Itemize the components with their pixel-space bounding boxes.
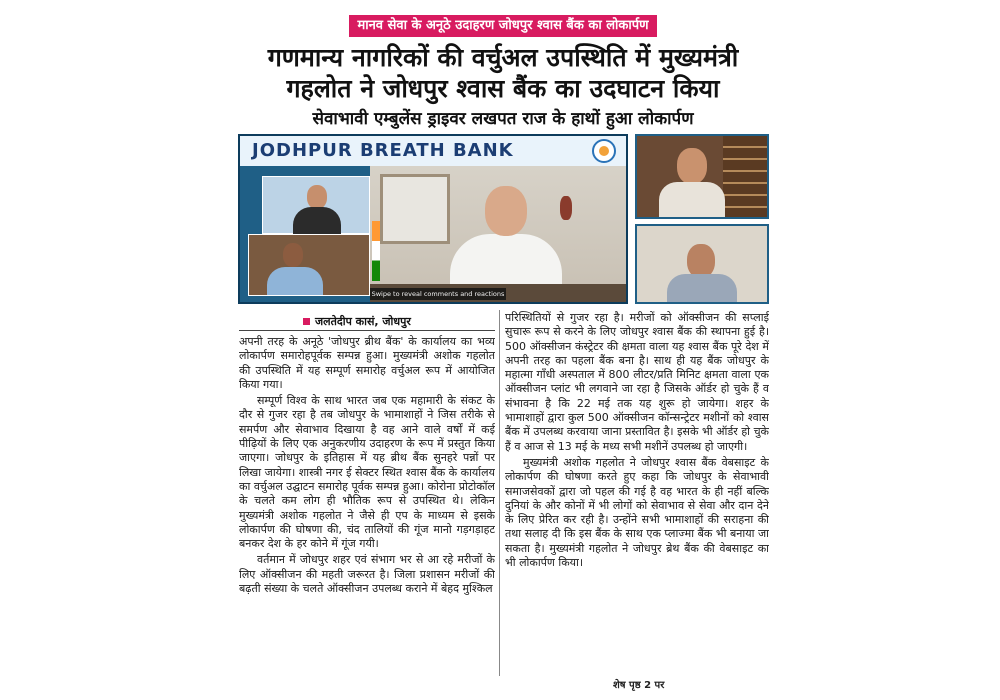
participant-body: [293, 207, 341, 235]
participant-head: [307, 185, 327, 209]
article-column-right: [505, 311, 769, 681]
newspaper-clipping: [233, 8, 773, 692]
speaker-head: [485, 186, 527, 236]
byline: [303, 314, 411, 329]
wall-decor: [560, 196, 572, 220]
headline-line-1: गणमान्य नागरिकों की वर्चुअल उपस्थिति में मुख्यमंत्री: [267, 43, 739, 72]
participant-body: [667, 274, 737, 304]
banner-text: JODHPUR BREATH BANK: [252, 140, 514, 161]
participant-photo-2: [635, 224, 769, 304]
headline: [233, 42, 773, 104]
participant-tile: [262, 176, 370, 234]
participant-head: [677, 148, 707, 184]
office-scene: [370, 166, 628, 304]
paragraph: वर्तमान में जोधपुर शहर एवं संभाग भर से आ रहे मरीजों के लिए ऑक्सीजन की महती जरूरत है। जिला प्रशासन मरीजों की बढ़ती संख्या के चलते ऑक्सीजन उपलब्ध कराने में बेहद मुश्किल: [239, 553, 495, 596]
subheadline: सेवाभावी एम्बुलेंस ड्राइवर लखपत राज के हाथों हुआ लोकार्पण: [312, 109, 694, 129]
participant-body: [659, 182, 725, 219]
headline-line-2: गहलोत ने जोधपुर श्वास बैंक का उदघाटन किया: [286, 74, 720, 103]
paragraph: अपनी तरह के अनूठे 'जोधपुर ब्रीथ बैंक' के कार्यालय का भव्य लोकार्पण समारोहपूर्वक सम्पन्न हुआ। मुख्यमंत्री अशोक गहलोत की उपस्थिति में यह सम्पूर्ण समारोह वर्चुअल रूप में आयोजित किया गया।: [239, 335, 495, 391]
kicker-label: मानव सेवा के अनूठे उदाहरण जोधपुर श्वास बैंक का लोकार्पण: [349, 15, 656, 37]
participant-photo-1: [635, 134, 769, 219]
paragraph: परिस्थितियों से गुजर रहा है। मरीजों को ऑक्सीजन की सप्लाई सुचारू रूप से करने के लिए जोधपुर श्वास बैंक की स्थापना हुई है। 500 ऑक्सीजन कंस्ट्रेटर की क्षमता वाला यह श्वास बैंक पूरे देश में अपनी तरह का पहला बैंक बना है। साथ ही यह बैंक जोधपुर के महात्मा गाँधी अस्पताल में 800 लीटर/प्रति मिनिट क्षमता वाला एक ऑक्सीजन प्लांट भी लगवाने जा रहा है जिसके ऑर्डर हो चुके हैं व संभावना है कि 22 मई तक यह शुरू हो जायेगा। शहर के भामाशाहों द्वारा कुल 500 ऑक्सीजन कॉन्सन्ट्रेटर मशीनों को श्वास बैंक में उपलब्ध करवाया जाना प्रस्तावित है। इसके भी ऑर्डर हो चुके हैं व आज से 13 मई के मध्य सभी मशीनें उपलब्ध हो जाएगी।: [505, 311, 769, 453]
bookshelf: [723, 136, 767, 217]
participant-head: [687, 244, 715, 278]
paragraph: मुख्यमंत्री अशोक गहलोत ने जोधपुर श्वास बैंक वेबसाइट के लोकार्पण की घोषणा करते हुए कहा कि जोधपुर के सेवाभावी समाजसेवकों द्वारा जो पहल की गई है वह भारत के ही नहीं बल्कि दुनियां के और कोनों में भी लोगों को सेवाभाव से सेवा और दान देने के लिए प्रेरित कर रही है। उन्होंने सभी भामाशाहों की सराहना की तथा सलाह दी कि इस बैंक के साथ एक प्लाज्मा बैंक भी बनाया जा सकता है। मुख्यमंत्री गहलोत ने जोधपुर ब्रेथ बैंक की वेबसाइट का भी लोकार्पण किया।: [505, 455, 769, 570]
divider: [239, 330, 495, 331]
photo-caption: Swipe to reveal comments and reactions: [371, 290, 505, 298]
kicker-wrap: [233, 14, 773, 37]
paragraph: सम्पूर्ण विश्व के साथ भारत जब एक महामारी के संकट के दौर से गुजर रहा है तब जोधपुर के भामाशाहों ने जिस तरीके से समर्पण और सेवाभाव दिखाया है वह आने वाले वर्षों में कई पीढ़ियों के लिए एक अनुकरणीय उदाहरण के रूप में प्रस्तुत किया जाएगा। जोधपुर के इतिहास में यह ब्रीथ बैंक सुनहरे पन्नों पर लिखा जायेगा। शास्त्री नगर ई सेक्टर स्थित श्वास बैंक के कार्यालय का वर्चुअल उद्घाटन समारोह पूर्वक सम्पन्न हुआ। कोरोना प्रोटोकॉल के चलते कम लोग ही भौतिक रूप से उपस्थित थे। लेकिन मुख्यमंत्री अशोक गहलोत ने जैसे ही एप के माध्यम से इसके लोकार्पण की घोषणा की, चंद तालियों की गूंज मानो गड़गड़ाहट बनकर देश के हर कोने में गूंज गयी।: [239, 394, 495, 551]
byline-text: जलतेदीप कासं, जोधपुर: [315, 315, 411, 328]
participant-head: [283, 243, 303, 267]
participant-body: [267, 267, 323, 295]
window: [380, 174, 450, 244]
participant-tile: [248, 234, 370, 296]
article-column-left: [239, 335, 495, 692]
column-divider: [499, 310, 500, 676]
bullet-icon: [303, 318, 310, 325]
continued-note: शेष पृष्ठ 2 पर: [613, 680, 665, 691]
video-call-photo: [238, 134, 628, 304]
breath-bank-banner: [240, 136, 626, 166]
flag-icon: [372, 221, 380, 281]
bank-logo-icon: [592, 139, 616, 163]
